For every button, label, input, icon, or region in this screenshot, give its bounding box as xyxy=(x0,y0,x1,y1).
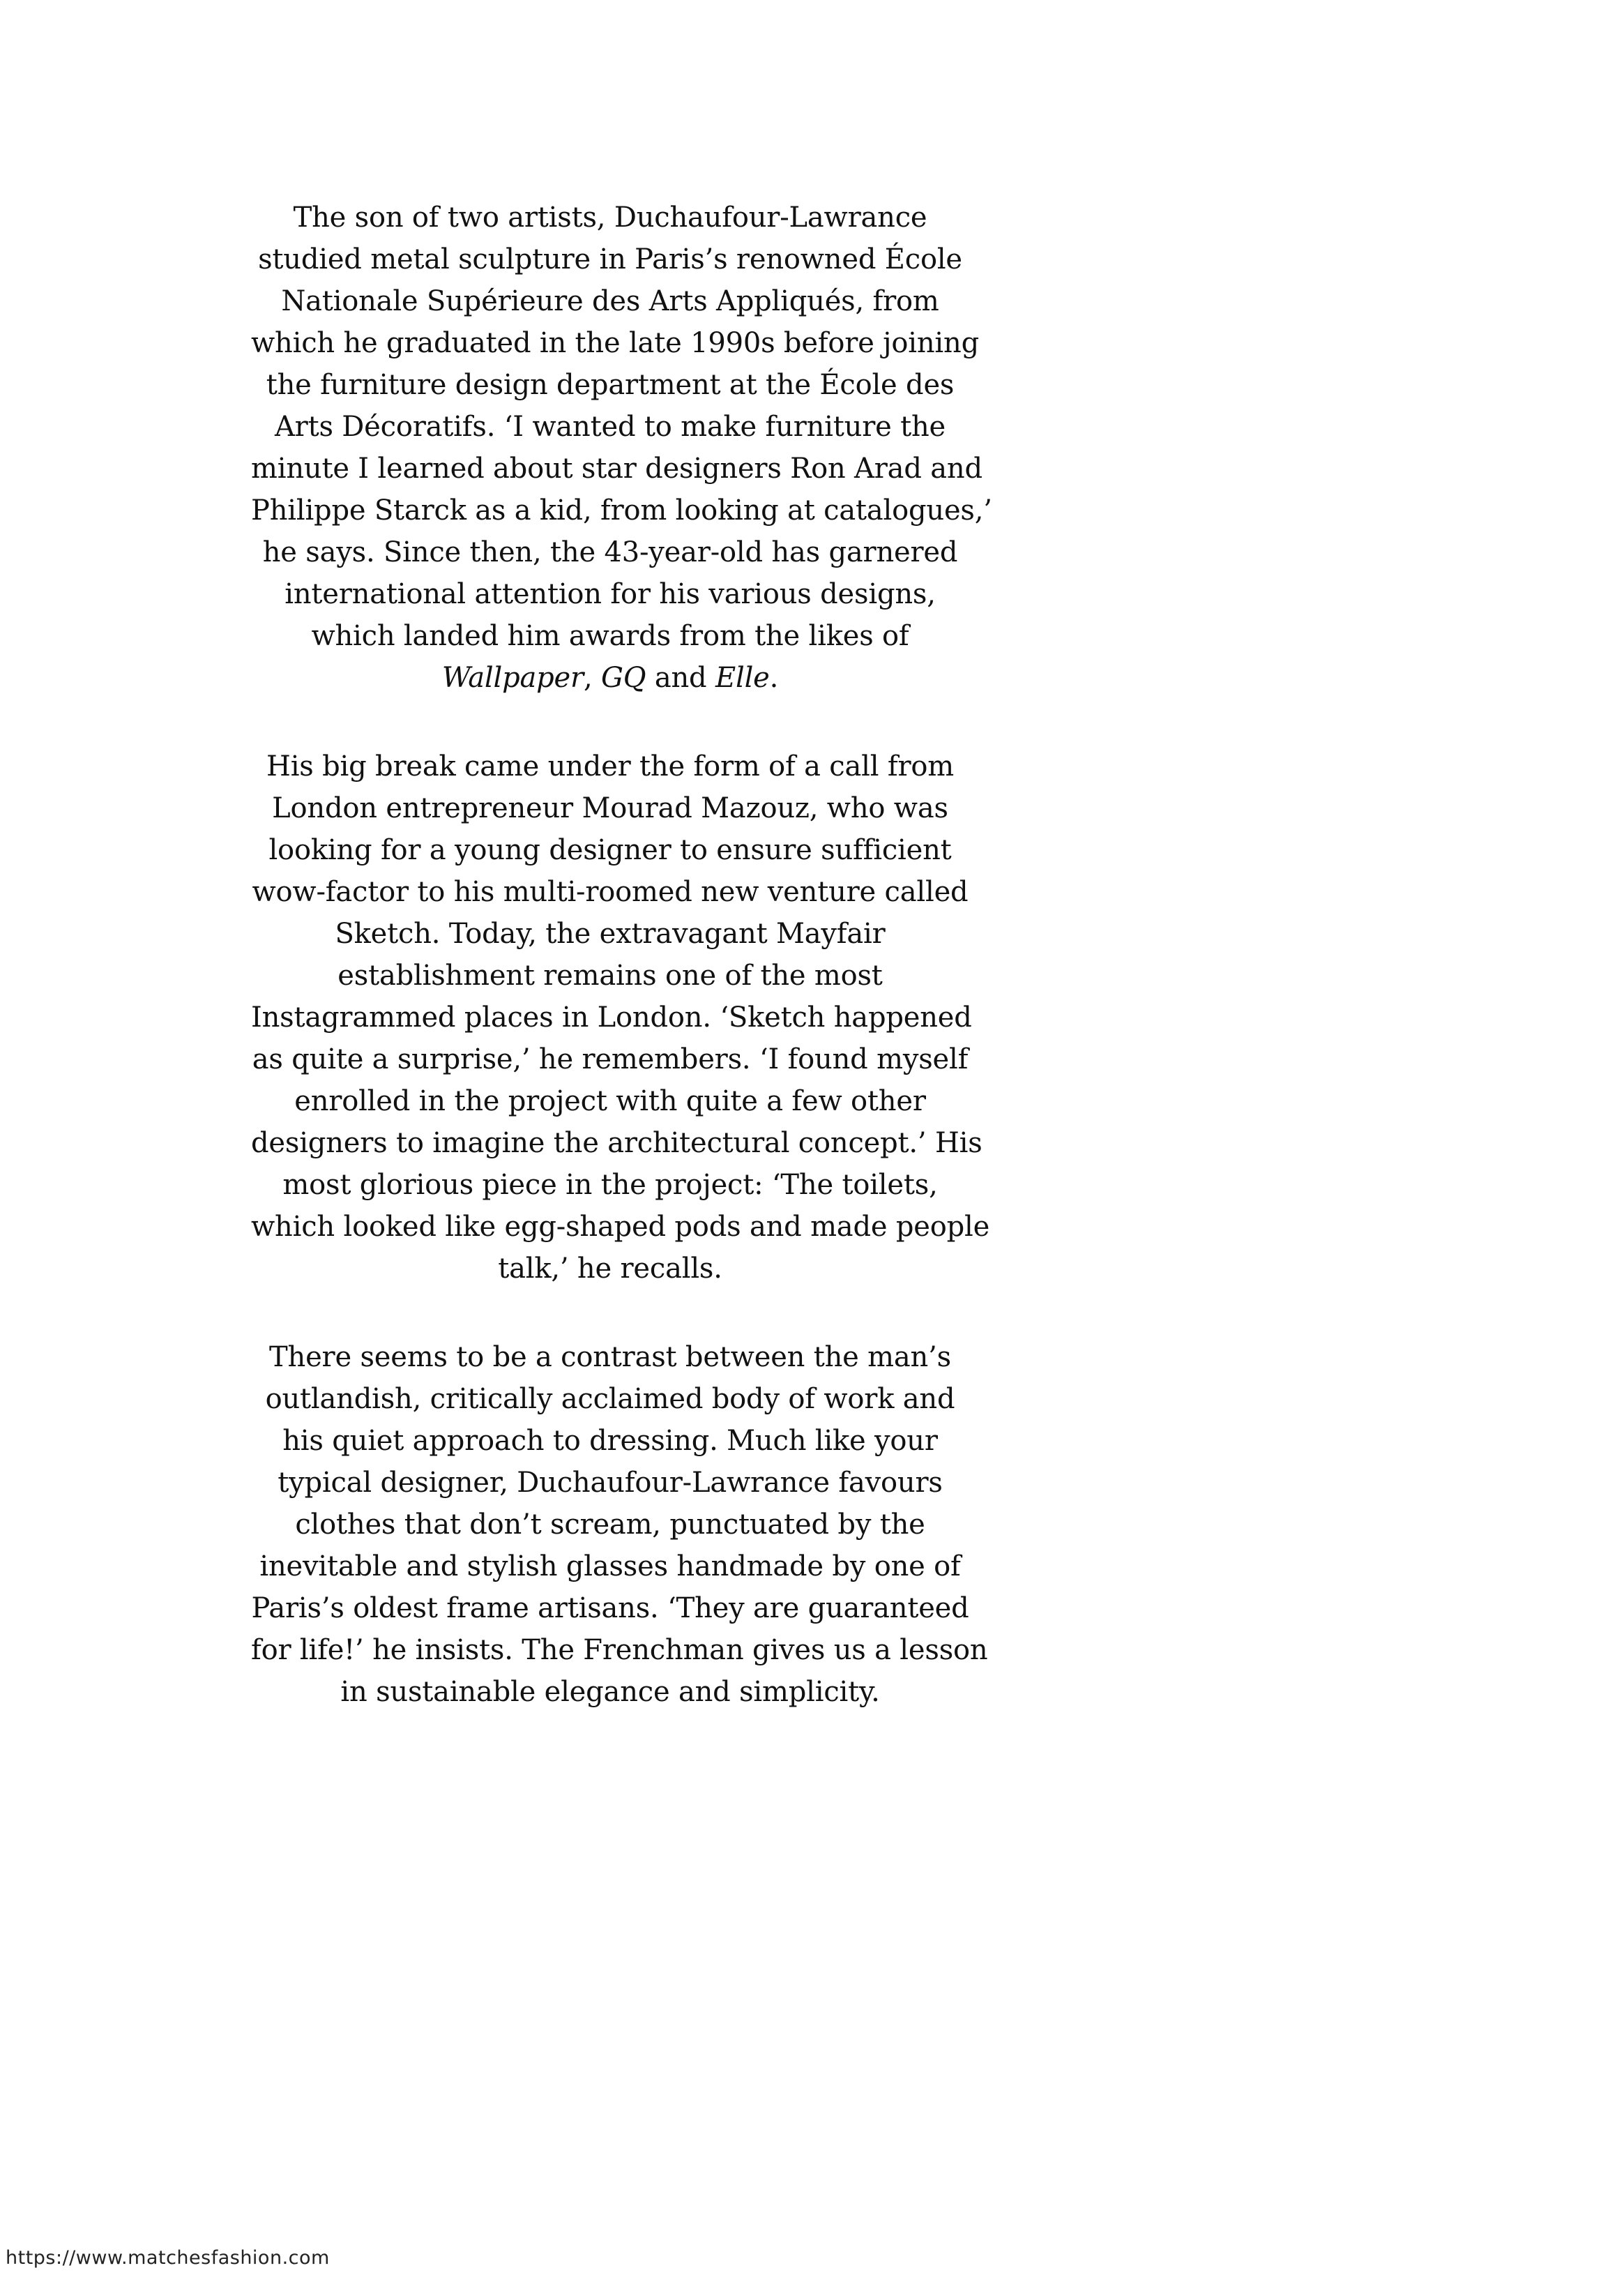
text-line: which landed him awards from the likes of xyxy=(311,620,909,652)
publication-wallpaper: Wallpaper xyxy=(441,662,584,694)
text-line: which he graduated in the late 1990s before joining xyxy=(251,327,979,359)
text-line: inevitable and stylish glasses handmade by one of xyxy=(259,1550,961,1582)
text-line: the furniture design department at the École des xyxy=(266,369,955,401)
text-line: Arts Décoratifs. ‘I wanted to make furniture the xyxy=(274,411,946,443)
separator: , xyxy=(583,662,601,694)
text-line: international attention for his various designs, xyxy=(284,578,936,610)
paragraph-3 xyxy=(251,1336,988,1713)
text-line: enrolled in the project with quite a few other xyxy=(294,1085,926,1117)
text-line: typical designer, Duchaufour-Lawrance favours xyxy=(278,1467,943,1499)
text-line: establishment remains one of the most xyxy=(337,960,883,992)
text-line: designers to imagine the architectural concept.’ His xyxy=(251,1127,982,1159)
footer-url: https://www.matchesfashion.com xyxy=(6,2247,330,2269)
text-line: looking for a young designer to ensure sufficient xyxy=(268,834,952,866)
text-line: minute I learned about star designers Ron Arad and xyxy=(251,453,982,485)
text-line: he says. Since then, the 43-year-old has garnered xyxy=(262,536,958,568)
text-line: Paris’s oldest frame artisans. ‘They are guaranteed xyxy=(251,1592,969,1624)
text-line: There seems to be a contrast between the man’s xyxy=(269,1341,951,1373)
text-line: outlandish, critically acclaimed body of work and xyxy=(265,1383,955,1415)
article-body xyxy=(251,197,992,1760)
text-line: Philippe Starck as a kid, from looking at catalogues,’ xyxy=(251,494,992,527)
separator: and xyxy=(646,662,715,694)
paragraph-2 xyxy=(251,746,990,1290)
text-line: London entrepreneur Mourad Mazouz, who was xyxy=(272,792,948,824)
text-line: Nationale Supérieure des Arts Appliqués, from xyxy=(281,285,939,317)
publication-elle: Elle xyxy=(715,662,770,694)
text-line: his quiet approach to dressing. Much like your xyxy=(282,1425,938,1457)
text-line: His big break came under the form of a call from xyxy=(266,750,954,783)
text-line-publications xyxy=(251,657,969,699)
sentence-end: . xyxy=(769,662,779,694)
text-line: in sustainable elegance and simplicity. xyxy=(340,1676,880,1708)
text-line: wow-factor to his multi-roomed new venture called xyxy=(252,876,969,908)
text-line: most glorious piece in the project: ‘The toilets, xyxy=(282,1169,938,1201)
text-line: as quite a surprise,’ he remembers. ‘I found myself xyxy=(252,1043,969,1075)
text-line: which looked like egg-shaped pods and made people xyxy=(251,1211,990,1243)
publication-gq: GQ xyxy=(600,662,646,694)
text-line: talk,’ he recalls. xyxy=(498,1253,722,1285)
text-line: studied metal sculpture in Paris’s renowned École xyxy=(258,243,962,275)
text-line: clothes that don’t scream, punctuated by the xyxy=(295,1509,925,1541)
text-line: Sketch. Today, the extravagant Mayfair xyxy=(335,918,886,950)
text-line: for life!’ he insists. The Frenchman gives us a lesson xyxy=(251,1634,988,1666)
text-line: Instagrammed places in London. ‘Sketch happened xyxy=(251,1002,972,1034)
text-line: The son of two artists, Duchaufour-Lawrance xyxy=(293,202,927,234)
paragraph-1 xyxy=(251,197,992,699)
